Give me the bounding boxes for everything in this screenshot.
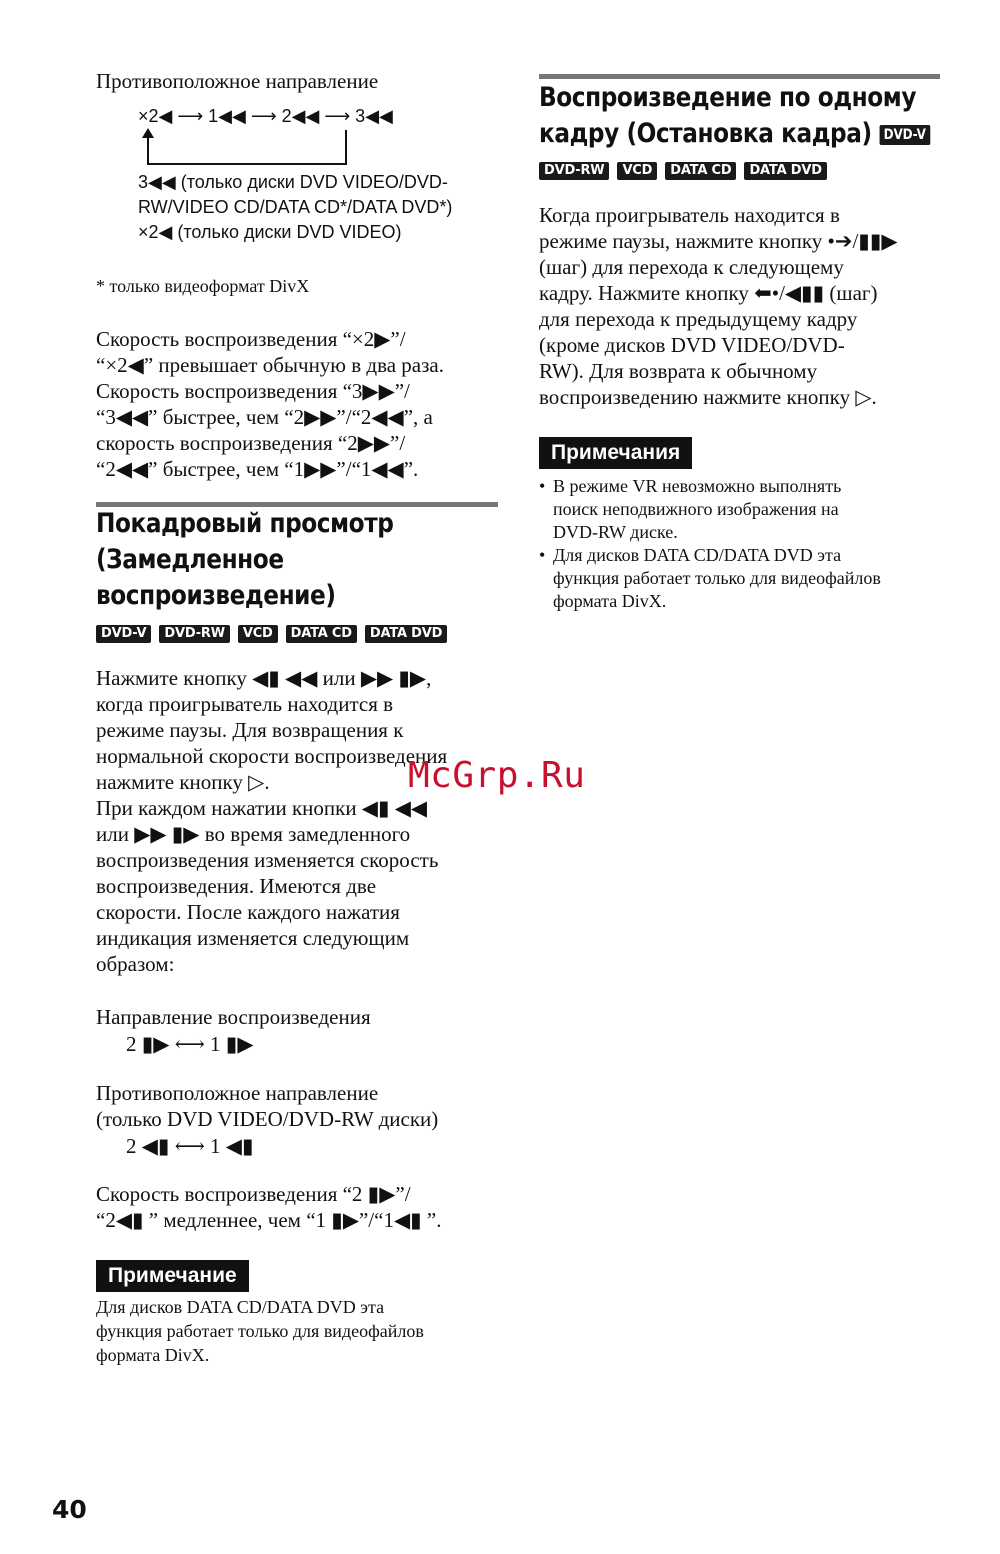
text-line: скорость воспроизведения “2▶▶”/ bbox=[96, 431, 406, 455]
disc-badge: DVD-RW bbox=[539, 162, 609, 180]
reverse-slow-sequence: 2 ◀▮ ⟷ 1 ◀▮ bbox=[126, 1134, 254, 1158]
text-line: функция работает только для видеофайлов bbox=[96, 1321, 424, 1341]
title-line: воспроизведение) bbox=[96, 580, 336, 611]
title-line: Воспроизведение по одному bbox=[539, 82, 917, 113]
text-line: режиме паузы, нажмите кнопку •➔/▮▮▶ bbox=[539, 229, 898, 253]
disc-badge: DATA DVD bbox=[365, 625, 447, 643]
text-line: режиме паузы. Для возвращения к bbox=[96, 718, 404, 742]
text-line: Нажмите кнопку ◀▮ ◀◀ или ▶▶ ▮▶, bbox=[96, 666, 432, 690]
text-line: воспроизведения изменяется скорость bbox=[96, 848, 439, 872]
title-line bbox=[539, 116, 930, 152]
disc-badge: DATA DVD bbox=[744, 162, 826, 180]
disc-badge: DVD-V bbox=[96, 625, 151, 643]
text-line: Скорость воспроизведения “3▶▶”/ bbox=[96, 379, 410, 403]
slow-speed-description bbox=[96, 1181, 516, 1233]
text-line: DVD-RW диске. bbox=[553, 522, 678, 542]
slow-motion-title bbox=[96, 506, 393, 614]
diagram-note-line: RW/VIDEO CD/DATA CD*/DATA DVD*) bbox=[138, 197, 453, 217]
slow-motion-disc-badges bbox=[96, 625, 447, 643]
diagram-note-line: ×2◀ (только диски DVD VIDEO) bbox=[138, 222, 402, 242]
text-line: формата DivX. bbox=[553, 591, 667, 611]
text-line: Когда проигрыватель находится в bbox=[539, 203, 840, 227]
forward-direction-heading: Направление воспроизведения bbox=[96, 1005, 371, 1029]
disc-badge: DATA CD bbox=[665, 162, 736, 180]
text-line: Скорость воспроизведения “×2▶”/ bbox=[96, 327, 406, 351]
reverse-direction-heading-2: Противоположное направление bbox=[96, 1081, 379, 1105]
text-line: скорости. После каждого нажатия bbox=[96, 900, 400, 924]
disc-badge: VCD bbox=[617, 162, 657, 180]
disc-badge: DVD-V bbox=[879, 125, 930, 145]
text-line: “2◀◀” быстрее, чем “1▶▶”/“1◀◀”. bbox=[96, 457, 419, 481]
notes-label: Примечания bbox=[539, 437, 692, 469]
text-line: “3◀◀” быстрее, чем “2▶▶”/“2◀◀”, а bbox=[96, 405, 433, 429]
text-line: Скорость воспроизведения “2 ▮▶”/ bbox=[96, 1182, 411, 1206]
notes-list bbox=[539, 475, 949, 613]
text-line: “×2◀” превышает обычную в два раза. bbox=[96, 353, 444, 377]
list-item bbox=[539, 544, 949, 613]
text-line: кадру. Нажмите кнопку ⬅•/◀▮▮ (шаг) bbox=[539, 281, 878, 305]
reverse-diagram-notes bbox=[138, 170, 452, 245]
freeze-frame-title bbox=[539, 80, 930, 152]
text-line: поиск неподвижного изображения на bbox=[553, 499, 839, 519]
text-line: индикация изменяется следующим bbox=[96, 926, 410, 950]
reverse-speed-sequence: ×2◀ ⟶ 1◀◀ ⟶ 2◀◀ ⟶ 3◀◀ bbox=[138, 106, 393, 126]
text-line: нормальной скорости воспроизведения bbox=[96, 744, 448, 768]
forward-speed-sequence: 2 ▮▶ ⟷ 1 ▮▶ bbox=[126, 1032, 254, 1056]
text-line: (шаг) для перехода к следующему bbox=[539, 255, 844, 279]
section-divider bbox=[539, 74, 940, 79]
loop-arrow-icon bbox=[140, 128, 350, 168]
note-text bbox=[96, 1295, 516, 1367]
text-line: “2◀▮ ” медленнее, чем “1 ▮▶”/“1◀▮ ”. bbox=[96, 1208, 442, 1232]
slow-motion-body bbox=[96, 665, 516, 977]
text-line: RW). Для возврата к обычному bbox=[539, 359, 818, 383]
text-line: для перехода к предыдущему кадру bbox=[539, 307, 858, 331]
text-line: образом: bbox=[96, 952, 175, 976]
text-line: • В режиме VR невозможно выполнять bbox=[553, 476, 842, 496]
text-line: Для дисков DATA CD/DATA DVD эта bbox=[96, 1297, 385, 1317]
footnote: * только видеоформат DivX bbox=[96, 276, 310, 296]
text-line: когда проигрыватель находится в bbox=[96, 692, 394, 716]
freeze-frame-body bbox=[539, 202, 959, 410]
text-line: • Для дисков DATA CD/DATA DVD эта bbox=[553, 545, 842, 565]
disc-badge: VCD bbox=[238, 625, 278, 643]
text-line: функция работает только для видеофайлов bbox=[553, 568, 881, 588]
list-item bbox=[539, 475, 949, 544]
text-line: нажмите кнопку ▷. bbox=[96, 770, 270, 794]
page-number: 40 bbox=[52, 1495, 87, 1524]
disc-badge: DVD-RW bbox=[159, 625, 229, 643]
diagram-note-line: 3◀◀ (только диски DVD VIDEO/DVD- bbox=[138, 172, 448, 192]
title-line: (Замедленное bbox=[96, 544, 284, 575]
title-line: Покадровый просмотр bbox=[96, 508, 394, 539]
text-line: воспроизведению нажмите кнопку ▷. bbox=[539, 385, 877, 409]
text-line: формата DivX. bbox=[96, 1345, 210, 1365]
disc-badge: DATA CD bbox=[286, 625, 357, 643]
text-line: При каждом нажатии кнопки ◀▮ ◀◀ bbox=[96, 796, 428, 820]
text-line: (кроме дисков DVD VIDEO/DVD- bbox=[539, 333, 845, 357]
freeze-frame-disc-badges bbox=[539, 162, 827, 180]
note-label: Примечание bbox=[96, 1260, 249, 1292]
title-line-text: кадру (Остановка кадра) bbox=[539, 118, 872, 149]
speed-description bbox=[96, 326, 516, 482]
reverse-direction-heading: Противоположное направление bbox=[96, 69, 379, 93]
reverse-direction-subtitle: (только DVD VIDEO/DVD-RW диски) bbox=[96, 1107, 439, 1131]
text-line: воспроизведения. Имеются две bbox=[96, 874, 377, 898]
text-line: или ▶▶ ▮▶ во время замедленного bbox=[96, 822, 411, 846]
watermark: McGrp.Ru bbox=[408, 755, 586, 796]
